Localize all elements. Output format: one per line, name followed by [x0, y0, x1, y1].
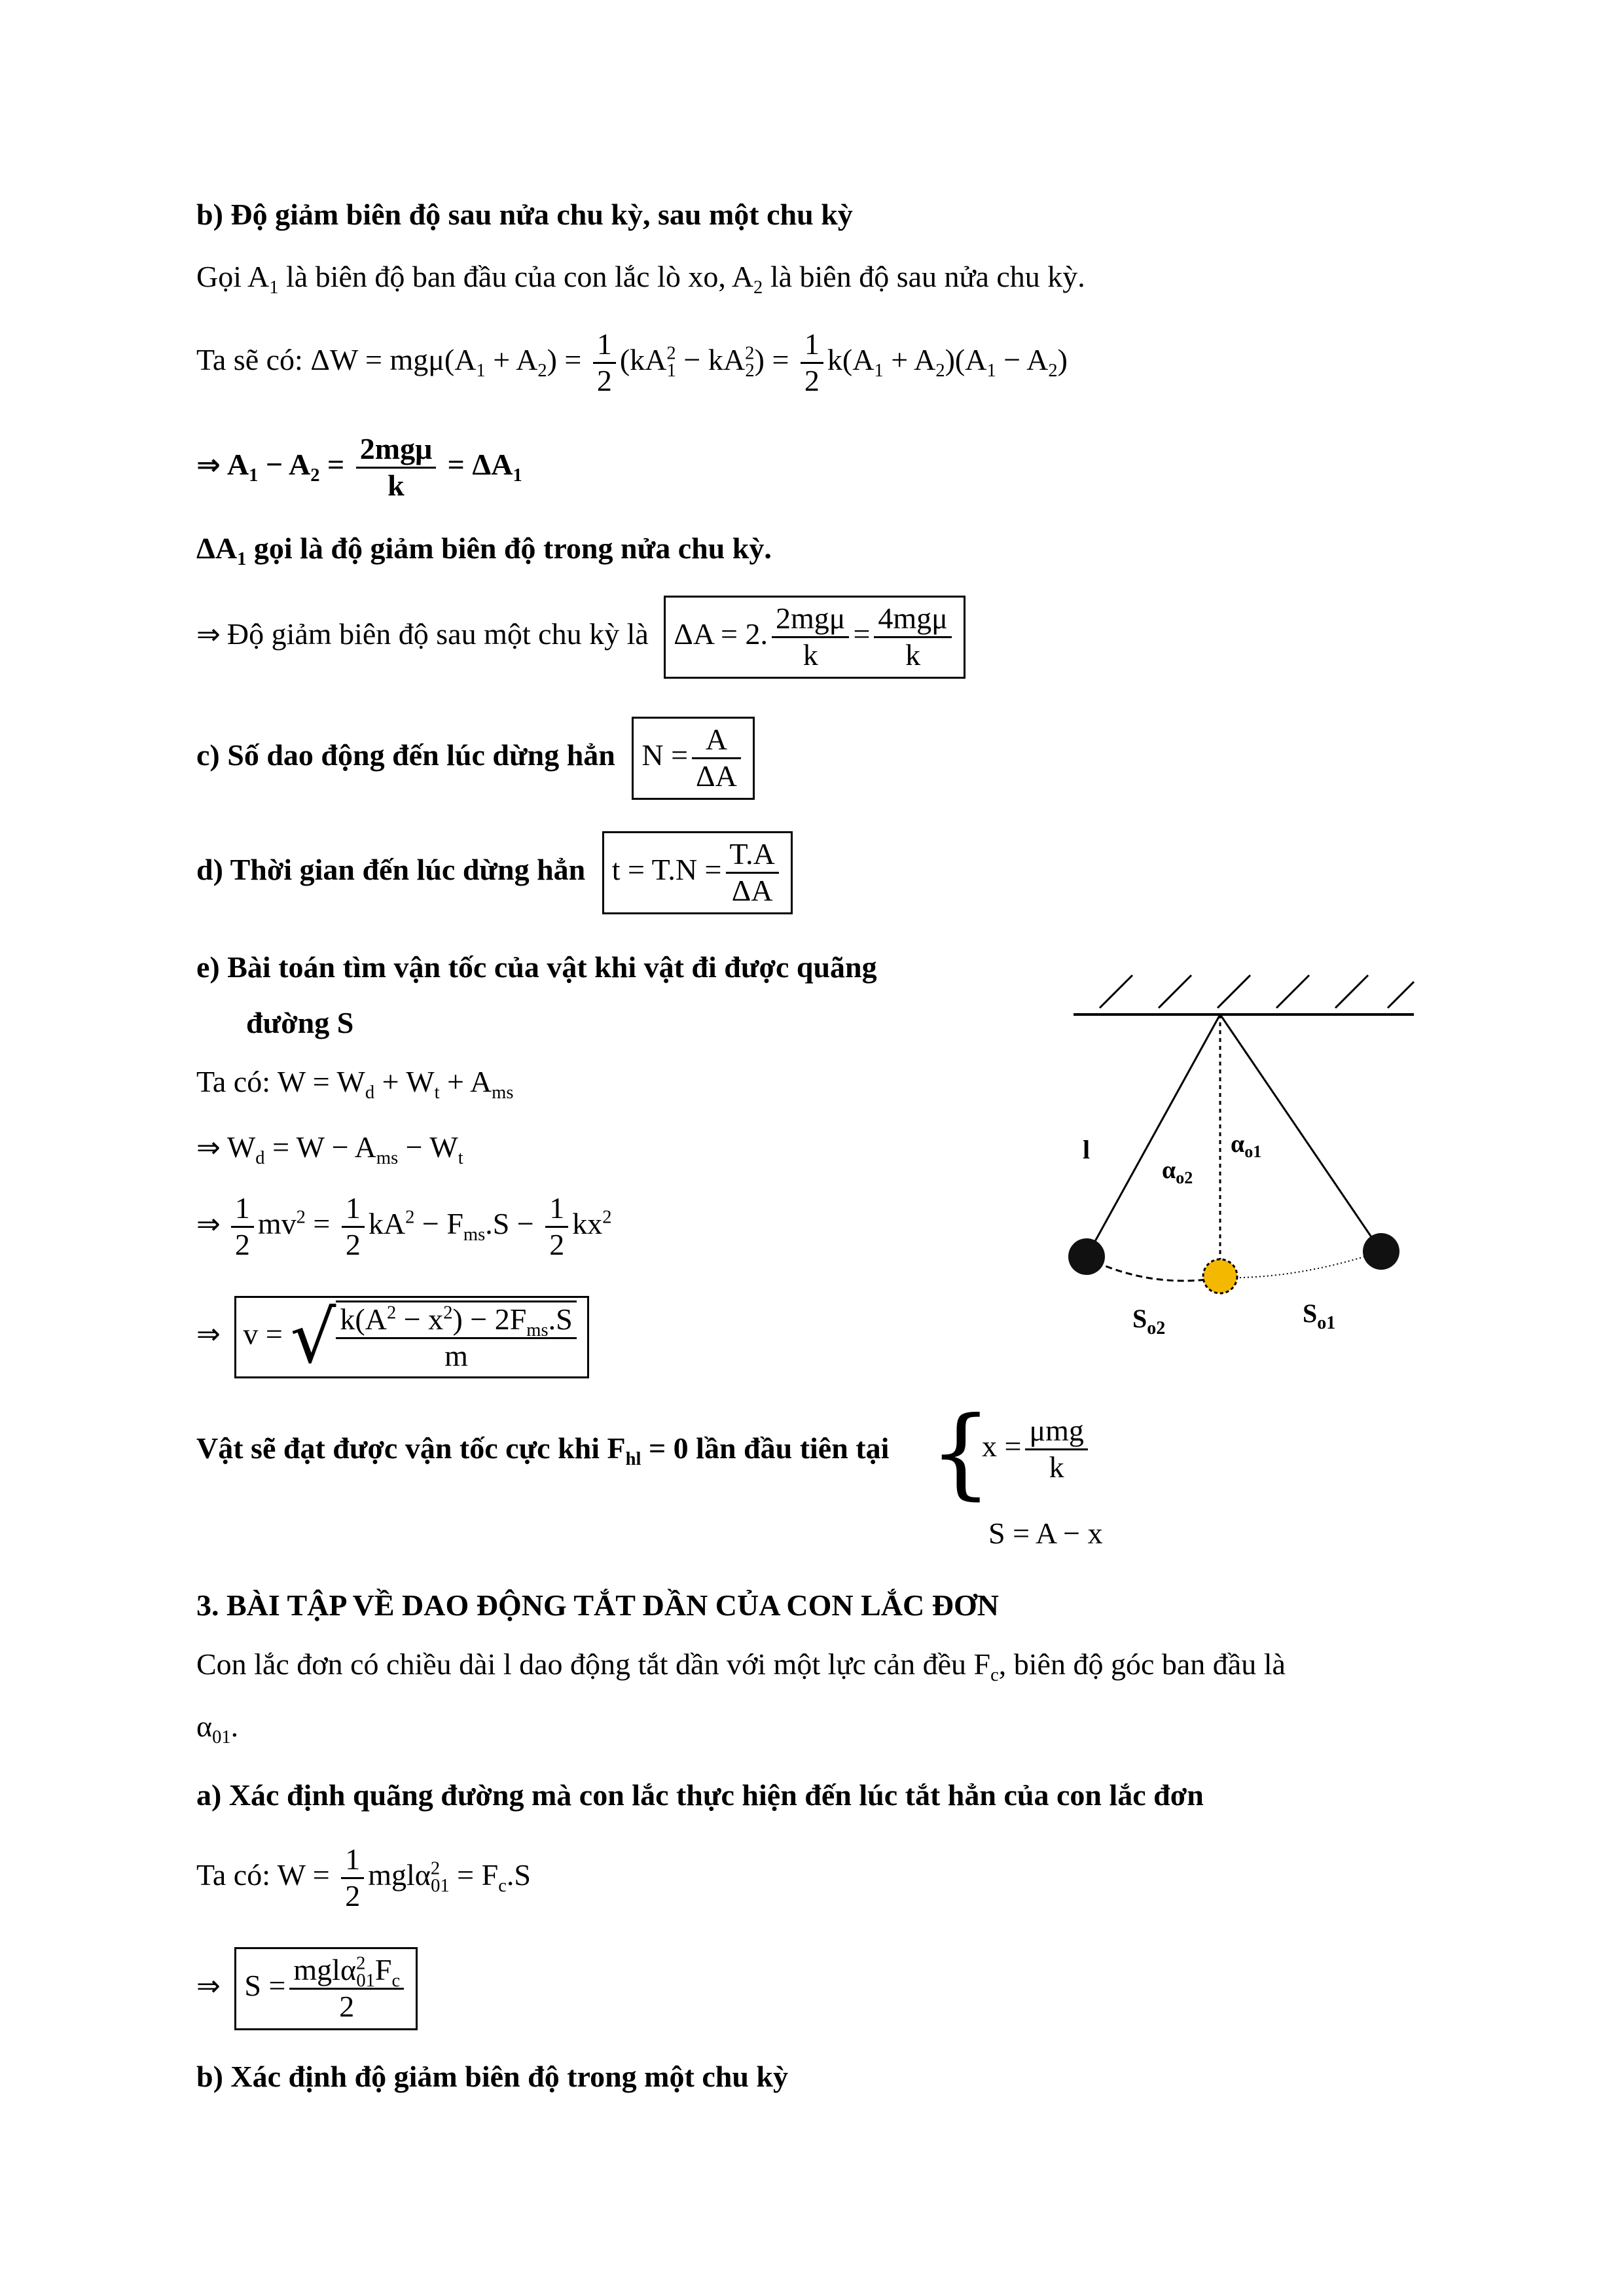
- bob-left: [1068, 1238, 1105, 1275]
- section-d-formula-box: t = T.N = $\frac{T.A}{\Delta A}$: [602, 831, 793, 914]
- pendulum-diagram: [1060, 949, 1427, 1355]
- section-e-eq1: Ta có: $W = W_d + W_t + A_{ms}$: [196, 1065, 514, 1103]
- section-3a-eq2: ⇒ S = $\frac{mgl\alpha^2_{01}F_c}{2}$: [196, 1947, 418, 2030]
- arc-right: [1220, 1251, 1381, 1278]
- section-e-eq4: ⇒ v = √ $\frac{k(A^2 - x^2) - 2F_{ms}.S}{m}$: [196, 1296, 589, 1378]
- period-drop-formula-box: ΔA = 2. $\frac{\text{2mgμ}}{k}$ = $\frac{\text{4mgμ}}{k}$: [664, 596, 965, 679]
- section-d: d) Thời gian đến lúc dừng hẳn t = T.N = $\frac{T.A}{\Delta A}$: [196, 831, 793, 914]
- string-left: [1087, 1014, 1220, 1257]
- section-e-eq2: ⇒ $W_d = W - A_{ms} - W_t$: [196, 1130, 463, 1169]
- section-c-formula-box: N = $\frac{A}{\Delta A}$: [632, 717, 754, 800]
- section-c: c) Số dao động đến lúc dừng hẳn N = $\frac{A}{\Delta A}$: [196, 717, 755, 800]
- section-e-heading-2: đường S: [246, 1006, 354, 1039]
- section-3b-heading: b) Xác định độ giảm biên độ trong một chu kỳ: [196, 2060, 788, 2093]
- section-3a-heading: a) Xác định quãng đường mà con lắc thực hiện đến lúc tắt hẳn của con lắc đơn: [196, 1778, 1204, 1812]
- brace: {: [929, 1396, 992, 1510]
- ceiling-hatching: [1100, 975, 1414, 1008]
- intro-line: Gọi $A_1$ là biên độ ban đầu của con lắc lò xo, $A_2$ là biên độ sau nửa chu kỳ.: [196, 260, 1085, 298]
- section-3-intro-line2: $\alpha_{01}$.: [196, 1710, 239, 1748]
- velocity-formula-box: v = √ $\frac{k(A^2 - x^2) - 2F_{ms}.S}{m}$: [234, 1296, 588, 1378]
- section-3-heading: 3. BÀI TẬP VỀ DAO ĐỘNG TẮT DẦN CỦA CON LẮC ĐƠN: [196, 1588, 999, 1622]
- delta-a1-line: $\Delta A_1$ gọi là độ giảm biên độ trong nửa chu kỳ.: [196, 531, 772, 570]
- energy-equation: Ta sẽ có: $\Delta W = mg\mu(A_1 + A_2)$ = $\frac{1}{2}$ $(kA^2_1 - kA^2_2)$ = $\frac{1}{2}$ $k(A_1 + A_2)(A_1 - A_2)$: [196, 327, 1068, 397]
- label-alpha-o2: $\alpha_{o2}$: [1162, 1157, 1193, 1187]
- section-b-heading: b) Độ giảm biên độ sau nửa chu kỳ, sau một chu kỳ: [196, 198, 853, 231]
- period-drop-line: ⇒ Độ giảm biên độ sau một chu kỳ là ΔA = 2. $\frac{\text{2mgμ}}{k}$ = $\frac{\text{4mgμ}}{k}$: [196, 596, 965, 679]
- bob-right: [1363, 1233, 1399, 1270]
- label-s-o2: $S_{o2}$: [1132, 1304, 1166, 1338]
- arc-left: [1087, 1258, 1220, 1281]
- label-alpha-o1: $\alpha_{o1}$: [1231, 1130, 1262, 1161]
- half-fraction: $\frac{1}{2}$: [593, 327, 616, 399]
- label-l: l: [1083, 1135, 1091, 1164]
- system-x: x = $\frac{\text{μmg}}{k}$: [982, 1414, 1092, 1485]
- distance-formula-box: S = $\frac{mgl\alpha^2_{01}F_c}{2}$: [234, 1947, 418, 2030]
- half-fraction-2: $\frac{1}{2}$: [801, 327, 823, 399]
- label-s-o1: $S_{o1}$: [1303, 1299, 1336, 1333]
- section-3a-eq1: Ta có: W = $\frac{1}{2}$ $mgl\alpha^2_{01} = F_c.S$: [196, 1842, 531, 1912]
- section-3-intro-line1: Con lắc đơn có chiều dài l dao động tắt dần với một lực cản đều $F_c$, biên độ góc ban đầu là: [196, 1647, 1286, 1686]
- section-e-heading-1: e) Bài toán tìm vận tốc của vật khi vật đi được quãng: [196, 950, 877, 984]
- system-s: S = A − x: [988, 1516, 1103, 1550]
- section-e-eq3: ⇒ $\frac{1}{2}$ $mv^2$ = $\frac{1}{2}$ $kA^2 - F_{ms}.S$ − $\frac{1}{2}$ $kx^2$: [196, 1191, 612, 1261]
- bob-center: [1203, 1259, 1237, 1293]
- result-equation: ⇒ $A_1 - A_2$ = $\frac{\text{2mgμ}}{k}$ = $\Delta A_1$: [196, 432, 522, 502]
- max-velocity-line: Vật sẽ đạt được vận tốc cực khi $F_{hl} = 0$ lần đầu tiên tại: [196, 1431, 890, 1470]
